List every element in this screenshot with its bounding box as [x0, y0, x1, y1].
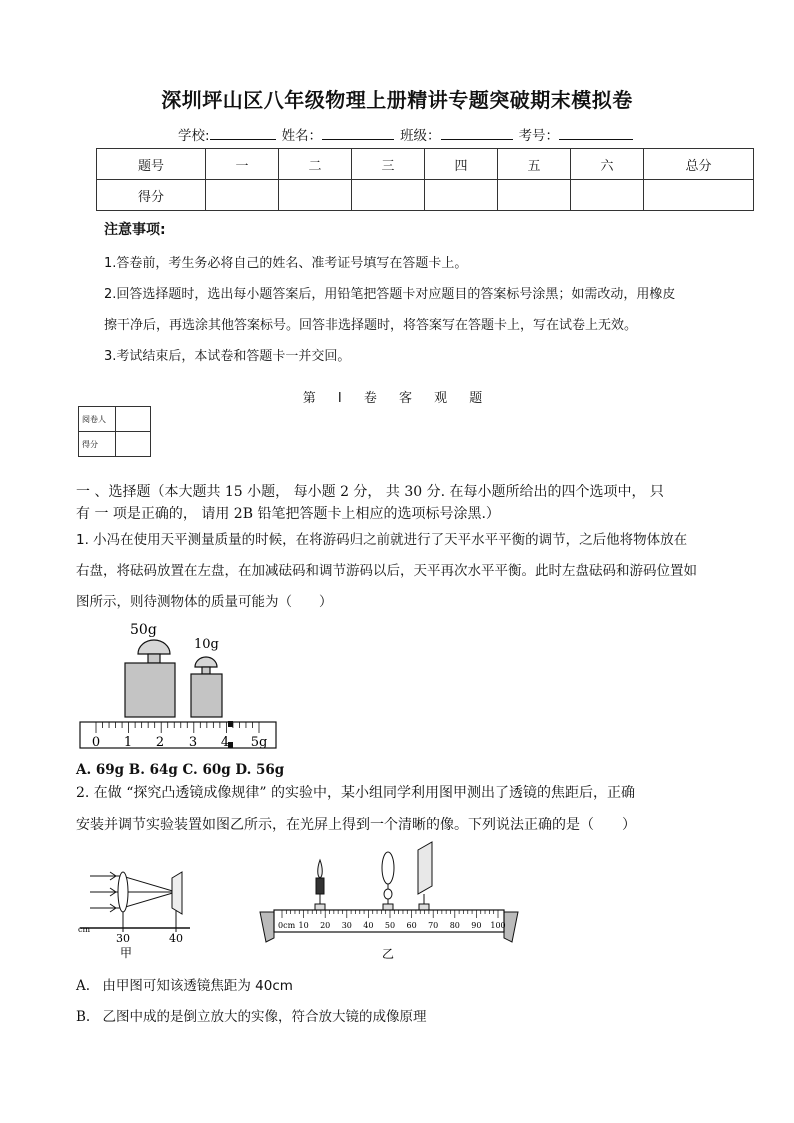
figure-caption: 乙	[381, 947, 395, 961]
notice-heading: 注意事项:	[104, 222, 166, 238]
score-header-cell: 五	[498, 149, 571, 180]
weight-10g-icon	[191, 657, 222, 717]
bench-tick-label: 70	[428, 921, 439, 930]
q1-text-line: 右盘，将砝码放置在左盘，在加减砝码和调节游码以后，天平再次水平平衡。此时左盘砝码和游码位置如	[76, 563, 697, 579]
part1-heading-line: 有 一 项是正确的， 请用 2B 铅笔把答题卡上相应的选项标号涂黑.）	[76, 506, 500, 522]
score-header-cell: 总分	[644, 149, 754, 180]
grader-label: 阅卷人	[79, 407, 116, 432]
student-info-line	[178, 124, 639, 144]
section-title: 第 I 卷 客 观 题	[302, 391, 492, 406]
score-header-cell: 三	[352, 149, 425, 180]
weight-10g-label: 10g	[194, 637, 219, 652]
option-text: 乙图中成的是倒立放大的实像，符合放大镜的成像原理	[102, 1009, 427, 1025]
bench-tick-label: 0cm	[278, 921, 296, 930]
bench-tick-label: 40	[363, 921, 374, 930]
notice-item: 擦干净后，再选涂其他答案标号。回答非选择题时，将答案写在答题卡上，写在试卷上无效。	[104, 318, 638, 333]
q1-text-line: 1. 小冯在使用天平测量质量的时候，在将游码归之前就进行了天平水平平衡的调节，之后他将物体放在	[76, 532, 688, 548]
q2-text-line: 2. 在做 “探究凸透镜成像规律” 的实验中，某小组同学利用图甲测出了透镜的焦距后，正确	[76, 785, 636, 801]
school-blank[interactable]	[210, 126, 276, 140]
name-label: 姓名：	[281, 128, 323, 144]
score-header-cell: 六	[571, 149, 644, 180]
score-header-cell: 二	[279, 149, 352, 180]
option-text: 由甲图可知该透镜焦距为 40cm	[102, 978, 293, 994]
school-label: 学校:	[178, 128, 210, 144]
score-cell[interactable]	[352, 180, 425, 211]
scale-tick-label: 3	[188, 735, 198, 750]
class-blank[interactable]	[441, 126, 513, 140]
bench-tick-label: 20	[320, 921, 331, 930]
unit-label: cm	[78, 925, 91, 934]
exam-no-label: 考号：	[518, 128, 560, 144]
rider-scale	[80, 721, 276, 750]
score-cell[interactable]	[571, 180, 644, 211]
exam-no-blank[interactable]	[559, 126, 633, 140]
part1-heading-line: 一 、选择题（本大题共 15 小题， 每小题 2 分， 共 30 分. 在每小题所给出的四个选项中， 只	[76, 484, 664, 500]
score-table-header-row	[97, 149, 754, 180]
page-title: 深圳坪山区八年级物理上册精讲专题突破期末模拟卷	[161, 88, 633, 112]
score-header-cell: 一	[206, 149, 279, 180]
tick-label: 40	[169, 932, 183, 945]
figure-jia	[76, 858, 196, 962]
score-table	[96, 148, 754, 211]
grader-table	[78, 406, 151, 457]
notice-item: 2.回答选择题时，选出每小题答案后，用铅笔把答题卡对应题目的答案标号涂黑；如需改动，用橡皮	[104, 287, 676, 302]
q2-text-line: 安装并调节实验装置如图乙所示，在光屏上得到一个清晰的像。下列说法正确的是（ ）	[76, 817, 636, 833]
q1-options: A. 69g B. 64g C. 60g D. 56g	[76, 762, 285, 778]
bench-tick-label: 80	[449, 921, 460, 930]
scale-tick-label: 1	[123, 735, 133, 750]
score-cell[interactable]	[498, 180, 571, 211]
score-cell[interactable]	[206, 180, 279, 211]
light-screen-icon	[418, 842, 432, 910]
tick-label: 30	[116, 932, 130, 945]
scale-tick-label: 4	[220, 735, 230, 750]
rider-marker-top	[228, 721, 233, 727]
refracted-ray	[122, 892, 176, 908]
notice-item: 1.答卷前，考生务必将自己的姓名、准考证号填写在答题卡上。	[104, 256, 468, 271]
score-cell[interactable]	[644, 180, 754, 211]
score-row-label: 得分	[97, 180, 206, 211]
screen-icon	[172, 872, 182, 914]
bench-tick-label: 50	[384, 921, 396, 930]
q1-balance-figure	[76, 614, 286, 756]
q2-option-b[interactable]	[76, 1005, 427, 1025]
grader-cell[interactable]	[116, 407, 151, 432]
name-blank[interactable]	[322, 126, 394, 140]
class-label: 班级：	[400, 128, 441, 144]
score-cell[interactable]	[425, 180, 498, 211]
grader-cell[interactable]	[116, 432, 151, 457]
bench-tick-label: 100	[490, 921, 506, 930]
bench-tick-label: 60	[406, 921, 417, 930]
option-letter: B.	[76, 1009, 91, 1025]
convex-lens-icon	[382, 852, 394, 910]
score-table-score-row	[97, 180, 754, 211]
score-header-cell: 四	[425, 149, 498, 180]
candle-icon	[315, 860, 325, 910]
convex-lens-icon	[118, 872, 128, 912]
bench-tick-label: 30	[341, 921, 352, 930]
scale-tick-label: 2	[155, 735, 165, 750]
score-cell[interactable]	[279, 180, 352, 211]
figure-caption: 甲	[119, 946, 133, 960]
figure-yi	[254, 838, 524, 962]
grader-label: 得分	[79, 432, 116, 457]
score-header-cell: 题号	[97, 149, 206, 180]
scale-tick-label: 5g	[250, 735, 268, 750]
q2-option-a[interactable]	[76, 974, 293, 994]
scale-tick-label: 0	[91, 735, 101, 750]
refracted-ray	[122, 876, 176, 892]
notice-item: 3.考试结束后，本试卷和答题卡一并交回。	[104, 349, 351, 364]
bench-tick-label: 10	[298, 921, 309, 930]
option-letter: A.	[76, 978, 91, 994]
weight-50g-icon	[125, 640, 175, 717]
bench-tick-label: 90	[471, 921, 482, 930]
q1-text-line: 图所示，则待测物体的质量可能为（ ）	[76, 594, 333, 610]
weight-50g-label: 50g	[130, 622, 157, 638]
